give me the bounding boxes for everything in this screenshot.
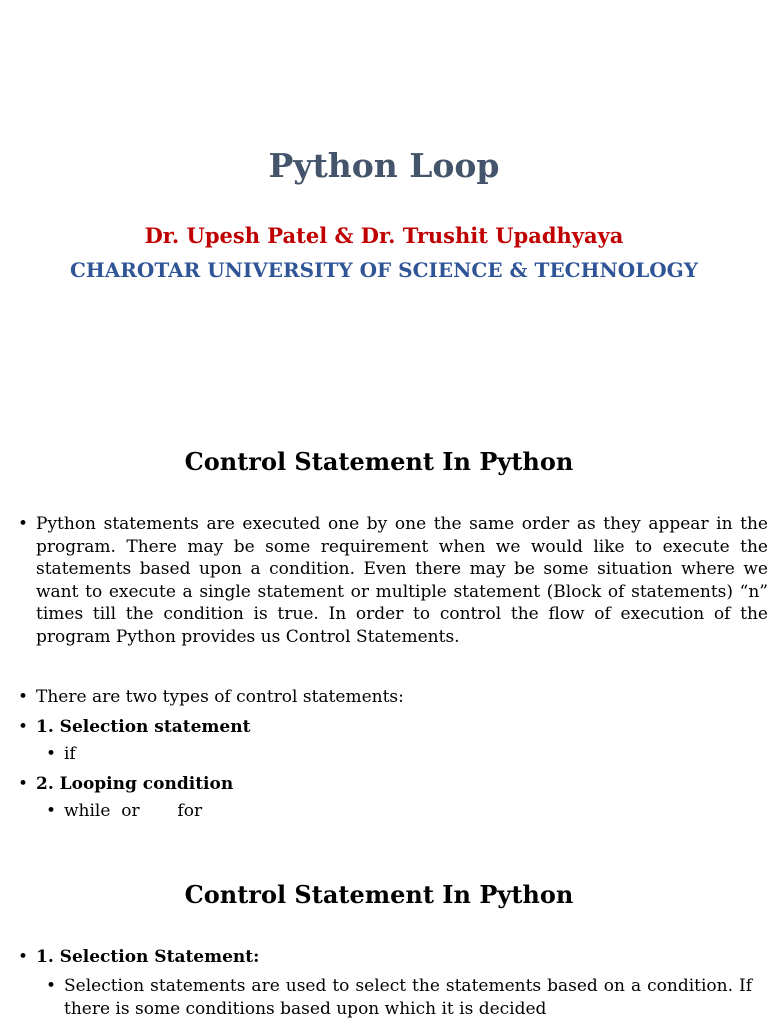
slide-heading: Control Statement In Python	[184, 447, 574, 476]
university-name: CHAROTAR UNIVERSITY OF SCIENCE & TECHNOLOGY	[69, 258, 699, 282]
bullet-icon: •	[46, 801, 57, 821]
bullet-icon: •	[18, 717, 29, 737]
selection-statement-heading: 1. Selection Statement:	[36, 947, 260, 967]
looping-example-text: while or for	[64, 801, 203, 821]
types-intro-text: There are two types of control statements:	[36, 687, 404, 707]
bullet-icon: •	[18, 687, 29, 707]
bullet-icon: •	[18, 514, 29, 534]
looping-condition-label: 2. Looping condition	[36, 774, 234, 794]
bullet-icon: •	[18, 774, 29, 794]
selection-statement-bullet	[18, 946, 768, 969]
slide-heading: Control Statement In Python	[184, 880, 574, 909]
selection-description-bullet	[46, 975, 752, 1020]
bullet-icon: •	[18, 947, 29, 967]
presentation-title: Python Loop	[268, 146, 500, 185]
selection-description: Selection statements are used to select the statements based on a condition. If there is some conditions based upon which it is decided	[64, 976, 752, 1019]
authors-line: Dr. Upesh Patel & Dr. Trushit Upadhyaya	[144, 223, 624, 248]
bullet-icon: •	[46, 744, 57, 764]
bullet-icon: •	[46, 976, 57, 996]
selection-statement-label: 1. Selection statement	[36, 717, 251, 737]
selection-example-text: if	[64, 744, 76, 764]
intro-paragraph: Python statements are executed one by one the same order as they appear in the program. There may be some requirement when we would like to execute the statements based upon a condition. Even there may be some situation where we want to execute a single statement or multiple statement (Block of statements) “n” times till the condition is true. In order to control the flow of execution of the program Python provides us Control Statements.	[36, 514, 768, 647]
